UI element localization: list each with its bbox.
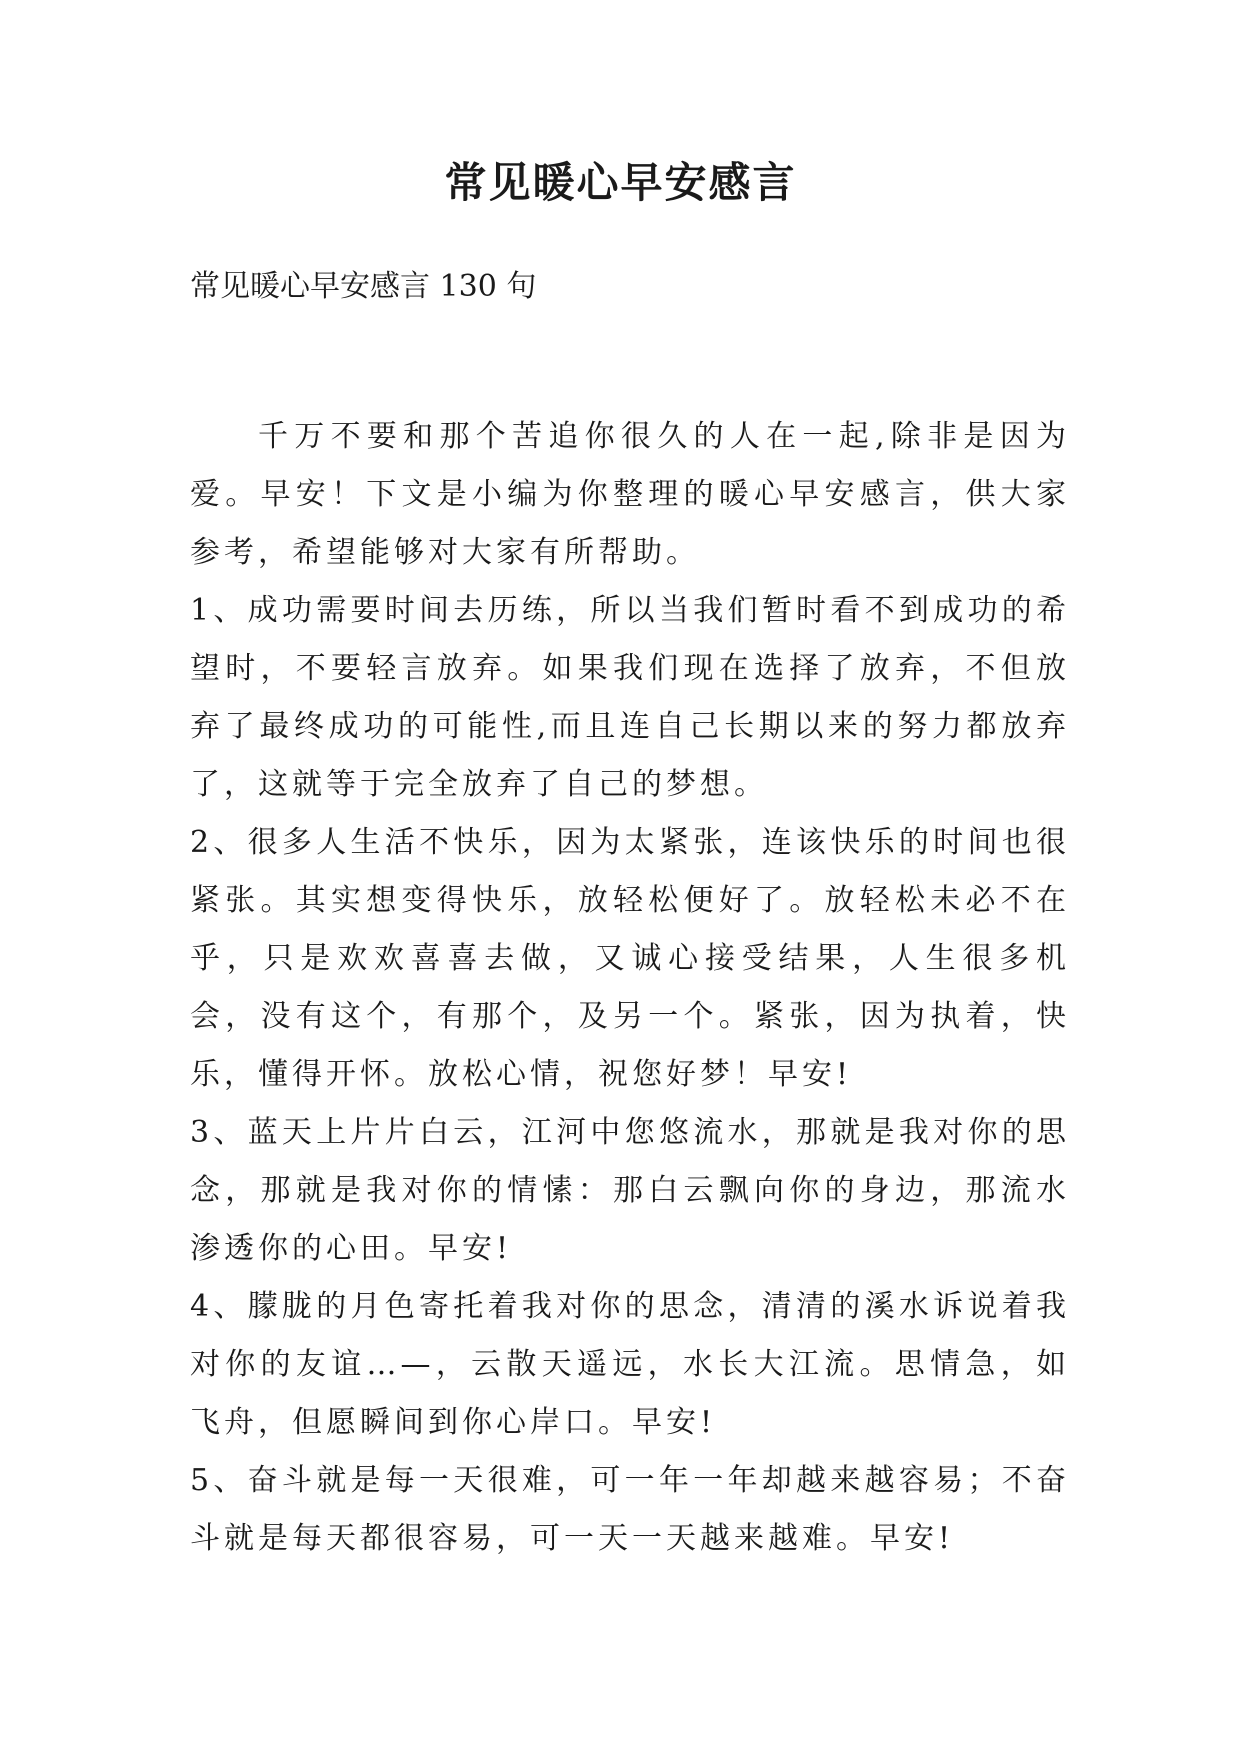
list-item: 5、奋斗就是每一天很难，可一年一年却越来越容易；不奋斗就是每天都很容易，可一天一天越来越难。早安! xyxy=(190,1463,1070,1556)
document-subtitle: 常见暖心早安感言 130 句 xyxy=(190,269,537,304)
intro-paragraph: 千万不要和那个苦追你很久的人在一起,除非是因为爱。早安！下文是小编为你整理的暖心早安感言，供大家参考，希望能够对大家有所帮助。 xyxy=(190,419,1070,570)
list-item: 1、成功需要时间去历练，所以当我们暂时看不到成功的希望时，不要轻言放弃。如果我们现在选择了放弃，不但放弃了最终成功的可能性,而且连自己长期以来的努力都放弃了，这就等于完全放弃了自己的梦想。 xyxy=(190,593,1070,802)
list-item: 3、蓝天上片片白云，江河中您悠流水，那就是我对你的思念，那就是我对你的情愫：那白云飘向你的身边，那流水渗透你的心田。早安! xyxy=(190,1115,1070,1266)
list-item: 2、很多人生活不快乐，因为太紧张，连该快乐的时间也很紧张。其实想变得快乐，放轻松便好了。放轻松未必不在乎，只是欢欢喜喜去做，又诚心接受结果，人生很多机会，没有这个，有那个，及另一个。紧张，因为执着，快乐，懂得开怀。放松心情，祝您好梦！早安! xyxy=(190,825,1070,1092)
list-item: 4、朦胧的月色寄托着我对你的思念，清清的溪水诉说着我对你的友谊…—，云散天遥远，水长大江流。思情急，如飞舟，但愿瞬间到你心岸口。早安! xyxy=(190,1289,1070,1440)
document-body xyxy=(190,408,1070,1568)
document-title: 常见暖心早安感言 xyxy=(444,158,797,207)
